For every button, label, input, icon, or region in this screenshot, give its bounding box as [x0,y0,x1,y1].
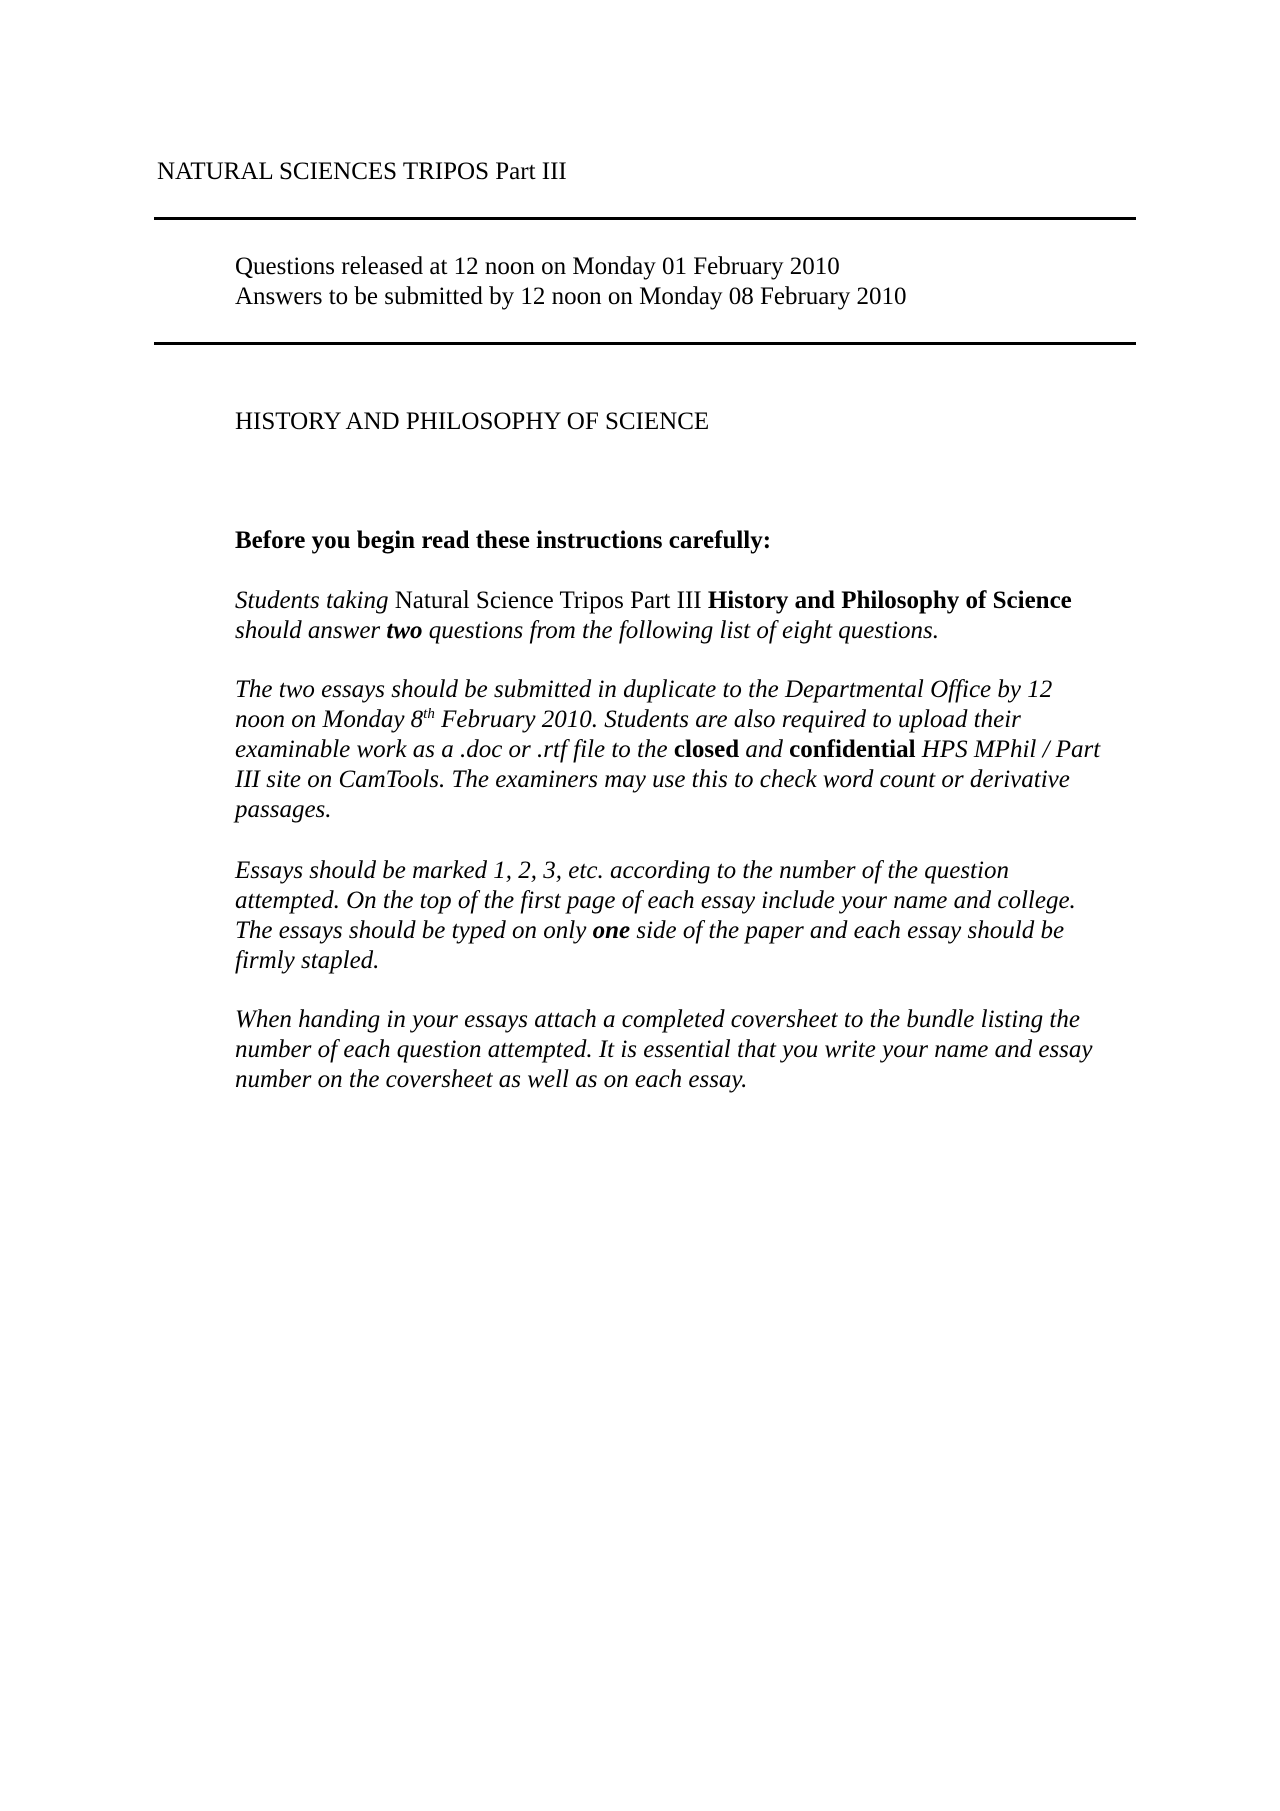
text-line [235,886,1076,916]
paragraph-4 [235,1005,1093,1095]
text-line [235,616,1072,646]
paragraph-3 [235,856,1076,976]
release-date: Questions released at 12 noon on Monday 01 February 2010 [235,253,840,280]
text-run: The essays should be typed on only [235,917,593,944]
text-run: noon on Monday 8 [235,706,424,733]
text-run: questions from the following list of eight questions. [422,617,939,644]
text-line [235,705,1100,735]
paragraph-2 [235,675,1100,825]
text-line [235,735,1100,765]
text-run: The two essays should be submitted in duplicate to the Departmental Office by 12 [235,676,1053,703]
text-run: number on the coversheet as well as on each essay. [235,1066,748,1093]
text-run: th [423,706,435,722]
text-run: one [592,917,631,944]
top-rule [154,217,1136,220]
due-date: Answers to be submitted by 12 noon on Monday 08 February 2010 [235,283,907,310]
text-line [235,1035,1093,1065]
text-run: History and Philosophy of Science [707,587,1072,614]
text-line [235,795,1100,825]
text-line [235,1005,1093,1035]
text-line [235,675,1100,705]
text-run: side of the paper and each essay should be [630,917,1065,944]
instructions-heading: Before you begin read these instructions carefully: [235,527,772,554]
text-run: HPS MPhil / Part [915,736,1101,763]
text-run: Natural Science Tripos Part III [394,587,708,614]
exam-title: NATURAL SCIENCES TRIPOS Part III [157,158,567,185]
text-run: February 2010. Students are also required to upload their [434,706,1021,733]
text-run: passages. [235,796,332,823]
text-run: attempted. On the top of the first page of each essay include your name and college. [235,887,1076,914]
text-line [235,946,1076,976]
bottom-rule [154,342,1136,345]
text-run: confidential [789,736,916,763]
text-run: firmly stapled. [235,947,380,974]
text-run: should answer [235,617,387,644]
text-run: When handing in your essays attach a completed coversheet to the bundle listing the [235,1006,1080,1033]
text-run: Essays should be marked 1, 2, 3, etc. according to the number of the question [235,857,1009,884]
text-line [235,856,1076,886]
text-line [235,1065,1093,1095]
text-line [235,765,1100,795]
text-run: III site on CamTools. The examiners may use this to check word count or derivative [235,766,1070,793]
text-line [235,586,1072,616]
subject-heading: HISTORY AND PHILOSOPHY OF SCIENCE [235,408,710,435]
text-run: number of each question attempted. It is essential that you write your name and essay [235,1036,1093,1063]
text-run: examinable work as a .doc or .rtf file to the [235,736,674,763]
text-run: and [739,736,790,763]
text-line [235,916,1076,946]
paragraph-1 [235,586,1072,646]
text-run: closed [673,736,740,763]
text-run: two [386,617,423,644]
text-run: Students taking [235,587,395,614]
